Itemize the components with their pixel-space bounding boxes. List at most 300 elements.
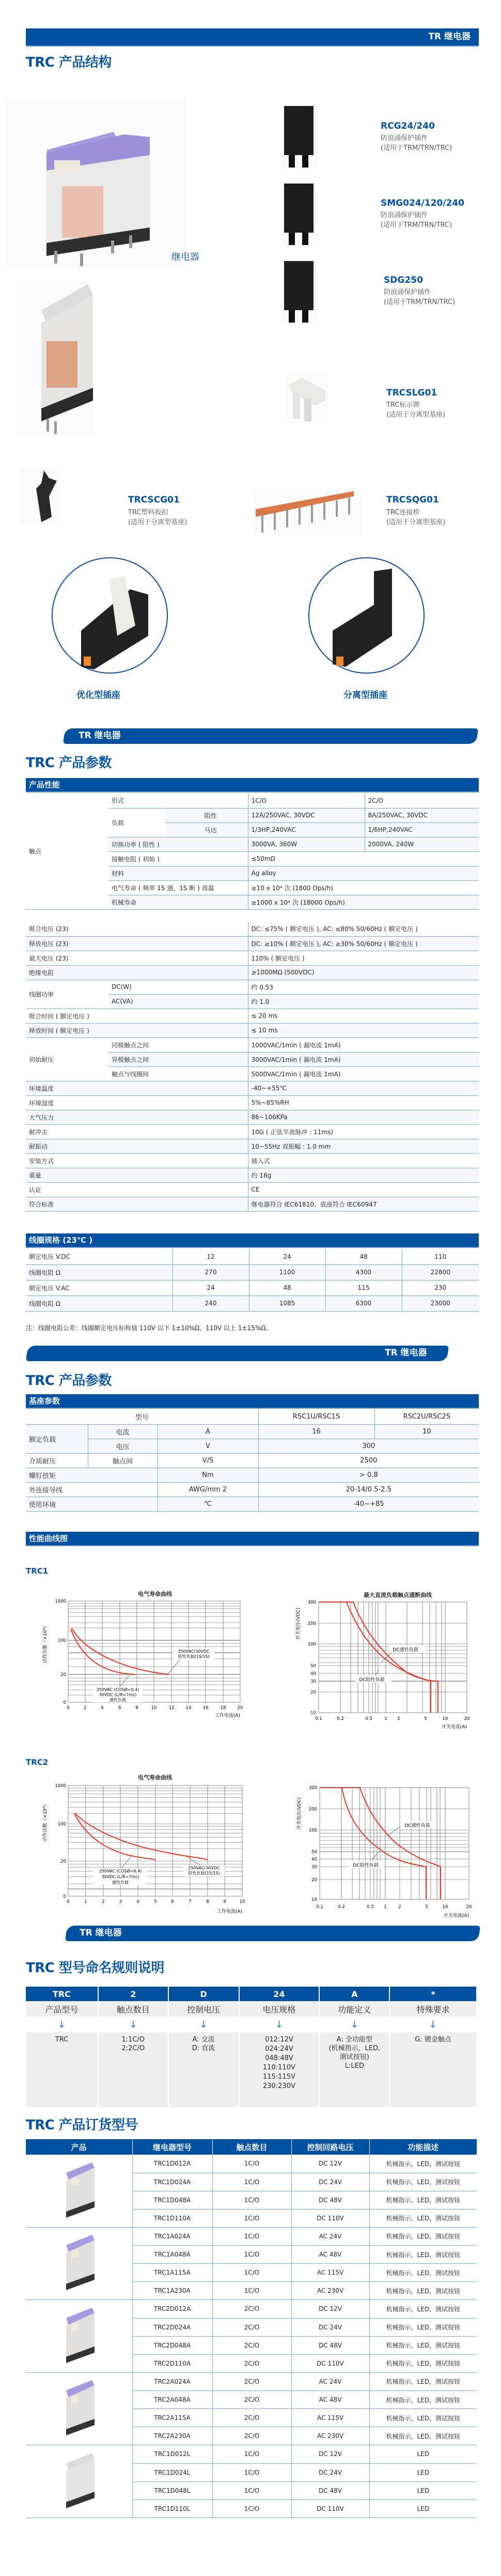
unit: A (158, 1424, 258, 1439)
svg-text:40: 40 (310, 1671, 316, 1676)
field-label: 功能定义 (319, 2001, 389, 2017)
series-label: 阻性负载(1S/1S) (178, 1654, 210, 1659)
base-table (26, 1410, 479, 1512)
series-label: 感性负载 (109, 1698, 126, 1702)
chart-trc2-dc (294, 1780, 491, 1925)
table-row[interactable]: TRC1D048A 1C/O DC 48V 机械指示，LED，测试按钮 (26, 2191, 477, 2209)
coil-header: 线圈规格 (23℃ ) (26, 1233, 479, 1248)
product-image (26, 2300, 132, 2372)
svg-text:动作次数（×10⁴）: 动作次数（×10⁴） (43, 1802, 48, 1842)
socket-label: 分离型插座 (343, 690, 387, 700)
relay-transparent-icon (15, 279, 93, 434)
svg-text:20: 20 (237, 1705, 243, 1711)
row-label: 使用环境 (26, 1497, 158, 1511)
plastic-clip-icon (21, 468, 59, 525)
row-sub-label: 电流 (88, 1424, 158, 1439)
svg-text:0: 0 (63, 1894, 66, 1899)
row-sub-label: 同极触点之间 (108, 1038, 248, 1052)
cell: 1085 (249, 1295, 325, 1311)
row-label: 线圈电阻 Ω (26, 1264, 173, 1280)
optimized-socket-image (52, 557, 168, 674)
row-value: 8A/250VAC, 30VDC (365, 808, 479, 822)
perf-table (26, 922, 479, 1212)
row-value: 约 0.53 (248, 980, 479, 994)
row-value: -40~+55℃ (248, 1081, 479, 1095)
row-label: 吸合电压 (23) (26, 922, 248, 936)
surge-module-icon (281, 258, 318, 323)
accessory-desc: (适用于TRM/TRN/TRC) (381, 144, 452, 152)
row-value: 5000VAC/1min ( 漏电流 1mA) (248, 1066, 479, 1081)
row-label: 耐冲击 (26, 1124, 248, 1139)
code-cell: D (168, 1987, 239, 2001)
svg-text:0.2: 0.2 (338, 1904, 345, 1910)
cell: 110 (402, 1249, 479, 1264)
svg-text:12: 12 (168, 1705, 175, 1711)
smg-image (281, 181, 318, 246)
cell: 24 (173, 1280, 249, 1295)
row-sub-label: 阻性 (165, 808, 248, 822)
cell: 115 (325, 1280, 402, 1295)
row-value: ≤ 20 ms (248, 1009, 479, 1023)
naming-title: TRC 型号命名规则说明 (26, 1960, 164, 1976)
table-row[interactable]: TRC1D110L 1C/O DC 110V LED (26, 2499, 477, 2518)
accessory-name: TRCSLG01 (386, 388, 437, 398)
accessory-name: SMG024/120/240 (381, 198, 464, 208)
field-values: A: 交流 D: 直流 (168, 2032, 239, 2107)
cell: 10 (374, 1424, 479, 1439)
row-label: 符合标准 (26, 1197, 248, 1211)
series-label: DC感性负载 (393, 1648, 418, 1653)
jumper-bridge-icon (253, 489, 362, 535)
svg-text:50: 50 (311, 1850, 317, 1855)
svg-text:30: 30 (310, 1679, 316, 1684)
col-header: 触点数目 (212, 2139, 291, 2155)
accessory-desc: TRC塑料扳扣 (128, 509, 168, 516)
row-value: 插入式 (248, 1153, 479, 1168)
curve-header: 性能曲线图 (26, 1532, 479, 1546)
svg-text:3: 3 (119, 1899, 122, 1904)
relay-purple-icon (56, 2305, 102, 2367)
row-label: 环境温度 (26, 1081, 248, 1095)
svg-text:0.5: 0.5 (367, 1904, 374, 1910)
row-value: Ag alloy (248, 866, 479, 880)
row-label: 环境湿度 (26, 1095, 248, 1110)
row-label: 绝缘电阻 (26, 965, 248, 980)
svg-text:4: 4 (136, 1899, 139, 1904)
svg-text:开关电压(VDC): 开关电压(VDC) (297, 1797, 302, 1830)
svg-text:7: 7 (189, 1899, 192, 1904)
col-header: 控制回路电压 (291, 2139, 369, 2155)
row-sub-label: 马达 (165, 822, 248, 837)
cell: > 0.8 (258, 1468, 479, 1482)
table-row[interactable]: TRC2D024A 2C/O DC 24V 机械指示，LED，测试按钮 (26, 2318, 477, 2336)
code-cell: A (319, 1987, 389, 2001)
row-label: 释放时间 ( 额定电压 ) (26, 1023, 248, 1038)
unit: ℃ (158, 1497, 258, 1511)
order-group (26, 2373, 477, 2446)
unit: Nm (158, 1468, 258, 1482)
params2-title: TRC 产品参数 (26, 1373, 112, 1389)
row-sub-label: 异极触点之间 (108, 1052, 248, 1066)
naming-table (26, 1987, 477, 2107)
table-row[interactable]: TRC1D024L 1C/O DC 24V LED (26, 2463, 477, 2481)
trc2-label: TRC2 (26, 1758, 49, 1767)
table-row[interactable]: TRC2D048A 2C/O DC 48V 机械指示，LED，测试按钮 (26, 2336, 477, 2354)
cell: 6300 (325, 1295, 402, 1311)
table-row[interactable]: TRC1D024A 1C/O DC 24V 机械指示，LED，测试按钮 (26, 2173, 477, 2191)
svg-text:0.2: 0.2 (337, 1716, 344, 1721)
cell: 22800 (402, 1264, 479, 1280)
table-row[interactable]: TRC1A115A 1C/O AC 115V 机械指示，LED，测试按钮 (26, 2264, 477, 2282)
row-value: ≤50mΩ (248, 851, 479, 866)
row-label: 外连接导线 (26, 1482, 158, 1497)
cell: -40~+85 (258, 1497, 479, 1511)
row-value: CE (248, 1182, 479, 1197)
row-value: 1000VAC/1min ( 漏电流 1mA) (248, 1038, 479, 1052)
row-label: 电气寿命 ( 频率 1S 通，1S 断 ) 高温 (108, 880, 248, 895)
svg-text:20: 20 (60, 1672, 66, 1678)
row-label: 机械寿命 (108, 895, 248, 909)
accessory-name: TRCSQG01 (386, 495, 439, 505)
svg-text:动作次数（×10⁴）: 动作次数（×10⁴） (43, 1623, 48, 1664)
relay-open-image (15, 279, 93, 434)
chart-title: 最大直流负载触点通断曲线 (364, 1592, 432, 1598)
accessory-name: TRCSCG01 (128, 495, 180, 505)
svg-text:200: 200 (308, 1807, 317, 1812)
cell: 16 (258, 1424, 374, 1439)
table-row[interactable]: TRC2D012A 2C/O DC 12V 机械指示，LED，测试按钮 (26, 2300, 477, 2318)
row-label: 释放电压 (23) (26, 936, 248, 951)
svg-text:0.1: 0.1 (316, 1904, 323, 1910)
svg-text:16: 16 (202, 1705, 209, 1711)
code-cell: * (389, 1987, 476, 2001)
order-group (26, 2228, 477, 2300)
life-curve-chart (41, 1780, 248, 1920)
relay-label: 继电器 (171, 252, 199, 263)
row-sub-label: AC(VA) (108, 994, 248, 1009)
product-image (26, 2373, 132, 2445)
accessory-desc: (适用于分离型基座) (128, 519, 187, 526)
field-label: 特殊要求 (389, 2001, 476, 2017)
svg-text:30: 30 (311, 1865, 317, 1870)
svg-text:0: 0 (67, 1705, 70, 1711)
cell: 240 (173, 1295, 249, 1311)
unit: AWG/mm 2 (158, 1482, 258, 1497)
row-sub-label: 触点间 (88, 1453, 158, 1468)
row-sub-label: 电压 (88, 1439, 158, 1453)
svg-text:4: 4 (101, 1705, 104, 1711)
row-value: 86~106KPa (248, 1110, 479, 1124)
row-label: 负载 (108, 808, 165, 837)
cell: 270 (173, 1264, 249, 1280)
svg-text:100: 100 (57, 1822, 66, 1827)
svg-text:20: 20 (466, 1904, 472, 1910)
svg-text:10: 10 (310, 1711, 316, 1716)
cell: 230 (402, 1280, 479, 1295)
dielectric-label: 初始耐压 (26, 1038, 108, 1081)
svg-text:1: 1 (84, 1899, 87, 1904)
series-label: 250VAC (COSØ=0.4) (96, 1687, 139, 1692)
table-row[interactable]: TRC2A230A 2C/O AC 230V 机械指示，LED，测试按钮 (26, 2427, 477, 2445)
accessory-desc: (适用于分离型基座) (386, 411, 446, 419)
row-value: 10~55Hz 双振幅 : 1.0 mm (248, 1139, 479, 1153)
table-row[interactable]: TRC1A048A 1C/O AC 48V 机械指示，LED，测试按钮 (26, 2246, 477, 2264)
order-group (26, 2155, 477, 2228)
cell: 24 (249, 1249, 325, 1264)
row-label: 吸合时间 ( 额定电压 ) (26, 1009, 248, 1023)
dc-breaking-chart (294, 1780, 491, 1919)
socket-icon (53, 558, 167, 673)
coil-note: 注：线圈电阻公差：线圈额定电压标称值 110V 以下 1±10%Ω，110V 以上 1±15%Ω。 (26, 1324, 272, 1332)
params-title: TRC 产品参数 (26, 755, 112, 771)
accessory-desc: 防浪涌保护插件 (381, 134, 428, 142)
row-value: 继电器符合 IEC61810、底座符合 IEC60947 (248, 1197, 479, 1211)
svg-text:300: 300 (308, 1786, 317, 1791)
svg-text:50: 50 (310, 1664, 316, 1669)
row-label: 认证 (26, 1182, 248, 1197)
row-value: DC: ≥10% ( 额定电压 ), AC: ≥30% 50/60Hz ( 额定电压 ) (248, 936, 479, 951)
row-label: 线圈电阻 Ω (26, 1295, 173, 1311)
product-image (26, 2445, 132, 2518)
row-value: ≤ 10 ms (248, 1023, 479, 1038)
row-label: 大气压力 (26, 1110, 248, 1124)
arrow-down-icon: ↓ (239, 2017, 320, 2032)
row-label: 接触电阻 ( 初始 ) (108, 851, 248, 866)
svg-text:40: 40 (311, 1857, 317, 1862)
series-label: DC感性负载 (404, 1823, 430, 1828)
svg-text:5: 5 (425, 1904, 428, 1910)
table-row[interactable]: TRC1D048L 1C/O DC 48V LED (26, 2481, 477, 2499)
coil-table (26, 1249, 479, 1312)
relay-clear-icon (56, 2450, 102, 2512)
svg-text:18: 18 (220, 1705, 226, 1711)
table-row[interactable]: TRC1D012L 1C/O DC 12V LED (26, 2445, 477, 2463)
accessory-desc: (适用于分离型基座) (386, 519, 446, 526)
trc1-label: TRC1 (26, 1566, 49, 1576)
series-label: 250VAC/30VDC (178, 1649, 210, 1654)
accessory-desc: (适用于TRM/TRN/TRC) (384, 298, 456, 306)
svg-text:2: 2 (102, 1899, 105, 1904)
col-header: 功能描述 (369, 2139, 477, 2155)
field-values: G: 镀金触点 (389, 2032, 476, 2107)
svg-text:0.1: 0.1 (315, 1716, 322, 1721)
field-label: 电压规格 (239, 2001, 320, 2017)
order-group (26, 2300, 477, 2373)
chart-title: 电气寿命曲线 (138, 1774, 172, 1781)
field-values: A: 全功能型 (机械指示，LED, 测试按钮) L:LED (319, 2032, 389, 2107)
trcscg-image (21, 468, 59, 525)
svg-text:8: 8 (135, 1705, 138, 1711)
row-value: 约 1.0 (248, 994, 479, 1009)
cell: 23000 (402, 1295, 479, 1311)
model-name: RSC1U/RSC1S (258, 1410, 374, 1424)
arrow-down-icon: ↓ (98, 2017, 168, 2032)
series-label: 250VAC/30VDC (188, 1866, 220, 1870)
dc-breaking-chart (294, 1598, 491, 1737)
row-label: 安装方式 (26, 1153, 248, 1168)
row-value: 2000VA, 240W (365, 837, 479, 851)
row-label: 切换功率 ( 阻性 ) (108, 837, 248, 851)
svg-text:10: 10 (151, 1705, 157, 1711)
table-row[interactable]: TRC2A048A 2C/O AC 48V 机械指示，LED，测试按钮 (26, 2391, 477, 2409)
chart-title: 电气寿命曲线 (138, 1591, 172, 1597)
field-values: 1:1C/O 2:2C/O (98, 2032, 168, 2107)
row-value: 1/3HP,240VAC (248, 822, 365, 837)
relay-illustration-icon (5, 98, 186, 269)
row-label: 耐振动 (26, 1139, 248, 1153)
svg-text:5: 5 (154, 1899, 157, 1904)
relay-image (5, 98, 186, 269)
structure-title: TRC 产品结构 (26, 55, 112, 70)
series-label: DC阻性负载 (359, 1678, 385, 1683)
relay-purple-icon (56, 2232, 102, 2294)
svg-text:8: 8 (206, 1899, 209, 1904)
svg-text:1: 1 (384, 1904, 387, 1910)
svg-text:开关电流(A): 开关电流(A) (441, 1725, 467, 1730)
contact-group-label: 触点 (26, 794, 108, 909)
relay-purple-icon (56, 2377, 102, 2440)
accessory-desc: (适用于TRM/TRN/TRC) (381, 221, 452, 229)
surge-module-icon (281, 103, 318, 168)
arrow-down-icon: ↓ (319, 2017, 389, 2032)
table-row[interactable]: TRC2D110A 2C/O DC 110V 机械指示，LED，测试按钮 (26, 2354, 477, 2372)
unit: V (158, 1439, 258, 1453)
product-image (26, 2155, 132, 2227)
socket-icon (309, 558, 424, 673)
svg-text:工作电流(A): 工作电流(A) (216, 1909, 242, 1914)
model-name: RSC2U/RSC2S (374, 1410, 479, 1424)
arrow-down-icon: ↓ (389, 2017, 476, 2032)
svg-text:10: 10 (311, 1897, 317, 1902)
base-header: 基座参数 (26, 1394, 479, 1409)
svg-text:20: 20 (310, 1690, 316, 1695)
order-title: TRC 产品订货型号 (26, 2117, 138, 2133)
row-label: 形式 (108, 794, 248, 808)
accessory-name: SDG250 (384, 275, 423, 285)
accessory-desc: TRC标示牌 (386, 401, 420, 409)
section-banner: TR 继电器 (65, 1926, 480, 1941)
section-banner: TR 继电器 (63, 728, 478, 744)
svg-text:10: 10 (442, 1716, 448, 1721)
svg-text:2: 2 (398, 1904, 401, 1910)
series-label: 250VAC (COSØ=0.4) (99, 1869, 142, 1873)
row-value: 12A/250VAC, 30VDC (248, 808, 365, 822)
cell: 48 (325, 1249, 402, 1264)
code-cell: 2 (98, 1987, 168, 2001)
chart-trc2-life (41, 1773, 248, 1918)
table-row[interactable]: TRC1A024A 1C/O AC 24V 机械指示，LED，测试按钮 (26, 2228, 477, 2246)
table-row[interactable]: TRC2A115A 2C/O AC 115V 机械指示，LED，测试按钮 (26, 2409, 477, 2427)
cell: 48 (249, 1280, 325, 1295)
cell: 20-14/0.5-2.5 (258, 1482, 479, 1497)
row-value: 2C/O (365, 794, 479, 808)
rcg-image (281, 103, 318, 168)
rated-load-label: 额定负载 (26, 1424, 88, 1453)
row-value: 5%~85%RH (248, 1095, 479, 1110)
svg-text:20: 20 (311, 1878, 317, 1883)
svg-text:20: 20 (464, 1716, 470, 1721)
table-row[interactable]: TRC1A230A 1C/O AC 230V 机械指示，LED，测试按钮 (26, 2282, 477, 2300)
surge-module-icon (281, 181, 318, 246)
sdg-image (281, 258, 318, 323)
series-label: 30VDC (L/R=7ms) (99, 1693, 137, 1697)
row-value: 3000VA, 360W (248, 837, 365, 851)
relay-purple-icon (56, 2160, 102, 2222)
order-group (26, 2445, 477, 2518)
svg-text:6: 6 (171, 1899, 174, 1904)
row-sub-label: 触点与线圈间 (108, 1066, 248, 1081)
row-value: 1/6HP,240VAC (365, 822, 479, 837)
perf-header: 产品性能 (26, 778, 479, 792)
svg-text:2: 2 (84, 1705, 87, 1711)
row-value: ≥10 x 10⁴ 次 (1800 Ops/h) (248, 880, 479, 895)
table-row[interactable]: TRC1D110A 1C/O DC 110V 机械指示，LED，测试按钮 (26, 2209, 477, 2227)
accessory-desc: 防浪涌保护插件 (381, 211, 428, 219)
row-value: ≥1000MΩ (500VDC) (248, 965, 479, 980)
row-label: 最大电压 (23) (26, 951, 248, 965)
table-row[interactable]: TRC1D012A 1C/O DC 12V 机械指示，LED，测试按钮 (26, 2155, 477, 2173)
field-label: 触点数目 (98, 2001, 168, 2017)
col-header: 产品 (26, 2139, 132, 2155)
field-values: 012:12V 024:24V 048:48V 110:110V 115:115V 230:230V (239, 2032, 320, 2107)
coil-power-label: 线圈功率 (26, 980, 108, 1009)
cell: 1100 (249, 1264, 325, 1280)
header-banner: TR 继电器 (26, 28, 479, 47)
code-cell: TRC (26, 1987, 98, 2001)
row-label: 材料 (108, 866, 248, 880)
svg-text:5: 5 (424, 1716, 427, 1721)
order-body (26, 2155, 477, 2518)
arrow-down-icon: ↓ (168, 2017, 239, 2032)
svg-text:0: 0 (63, 1700, 66, 1705)
perf-contact-table (26, 794, 479, 910)
life-curve-chart (41, 1597, 248, 1736)
svg-text:1000: 1000 (55, 1599, 66, 1604)
product-image (26, 2228, 132, 2300)
row-value: DC: ≤75% ( 额定电压 ), AC: ≤80% 50/60Hz ( 额定电压 ) (248, 922, 479, 936)
svg-text:10: 10 (442, 1904, 448, 1910)
svg-text:开关电流(A): 开关电流(A) (443, 1913, 469, 1918)
section-banner: TR 继电器 (26, 1346, 449, 1361)
series-label: DC阻性负载 (353, 1863, 379, 1868)
row-label: 重量 (26, 1168, 248, 1182)
accessory-desc: TRC连接桥 (386, 509, 420, 516)
svg-text:6: 6 (118, 1705, 121, 1711)
svg-text:200: 200 (307, 1621, 316, 1626)
chart-trc1-life (41, 1590, 248, 1734)
svg-text:14: 14 (185, 1705, 192, 1711)
svg-text:2: 2 (397, 1716, 400, 1721)
series-label: 阻性负载(1S/1S) (188, 1871, 220, 1876)
table-row[interactable]: TRC2A024A 2C/O AC 24V 机械指示，LED，测试按钮 (26, 2373, 477, 2391)
svg-text:100: 100 (308, 1828, 317, 1833)
svg-text:9: 9 (223, 1899, 226, 1904)
svg-text:开关电压(VDC): 开关电压(VDC) (296, 1607, 301, 1640)
order-table (26, 2139, 477, 2155)
svg-text:10: 10 (239, 1899, 245, 1904)
svg-text:0.5: 0.5 (365, 1716, 372, 1721)
svg-text:100: 100 (57, 1638, 66, 1643)
row-value: 3000VAC/1min ( 漏电流 1mA) (248, 1052, 479, 1066)
row-value: 约 18g (248, 1168, 479, 1182)
label-tag-icon (287, 372, 328, 424)
svg-text:工作电流(A): 工作电流(A) (214, 1713, 240, 1718)
series-label: 感性负载 (112, 1880, 129, 1885)
unit: V/S (158, 1453, 258, 1468)
svg-text:1: 1 (384, 1716, 387, 1721)
cell: 2500 (258, 1453, 479, 1468)
cell: 300 (258, 1439, 479, 1453)
